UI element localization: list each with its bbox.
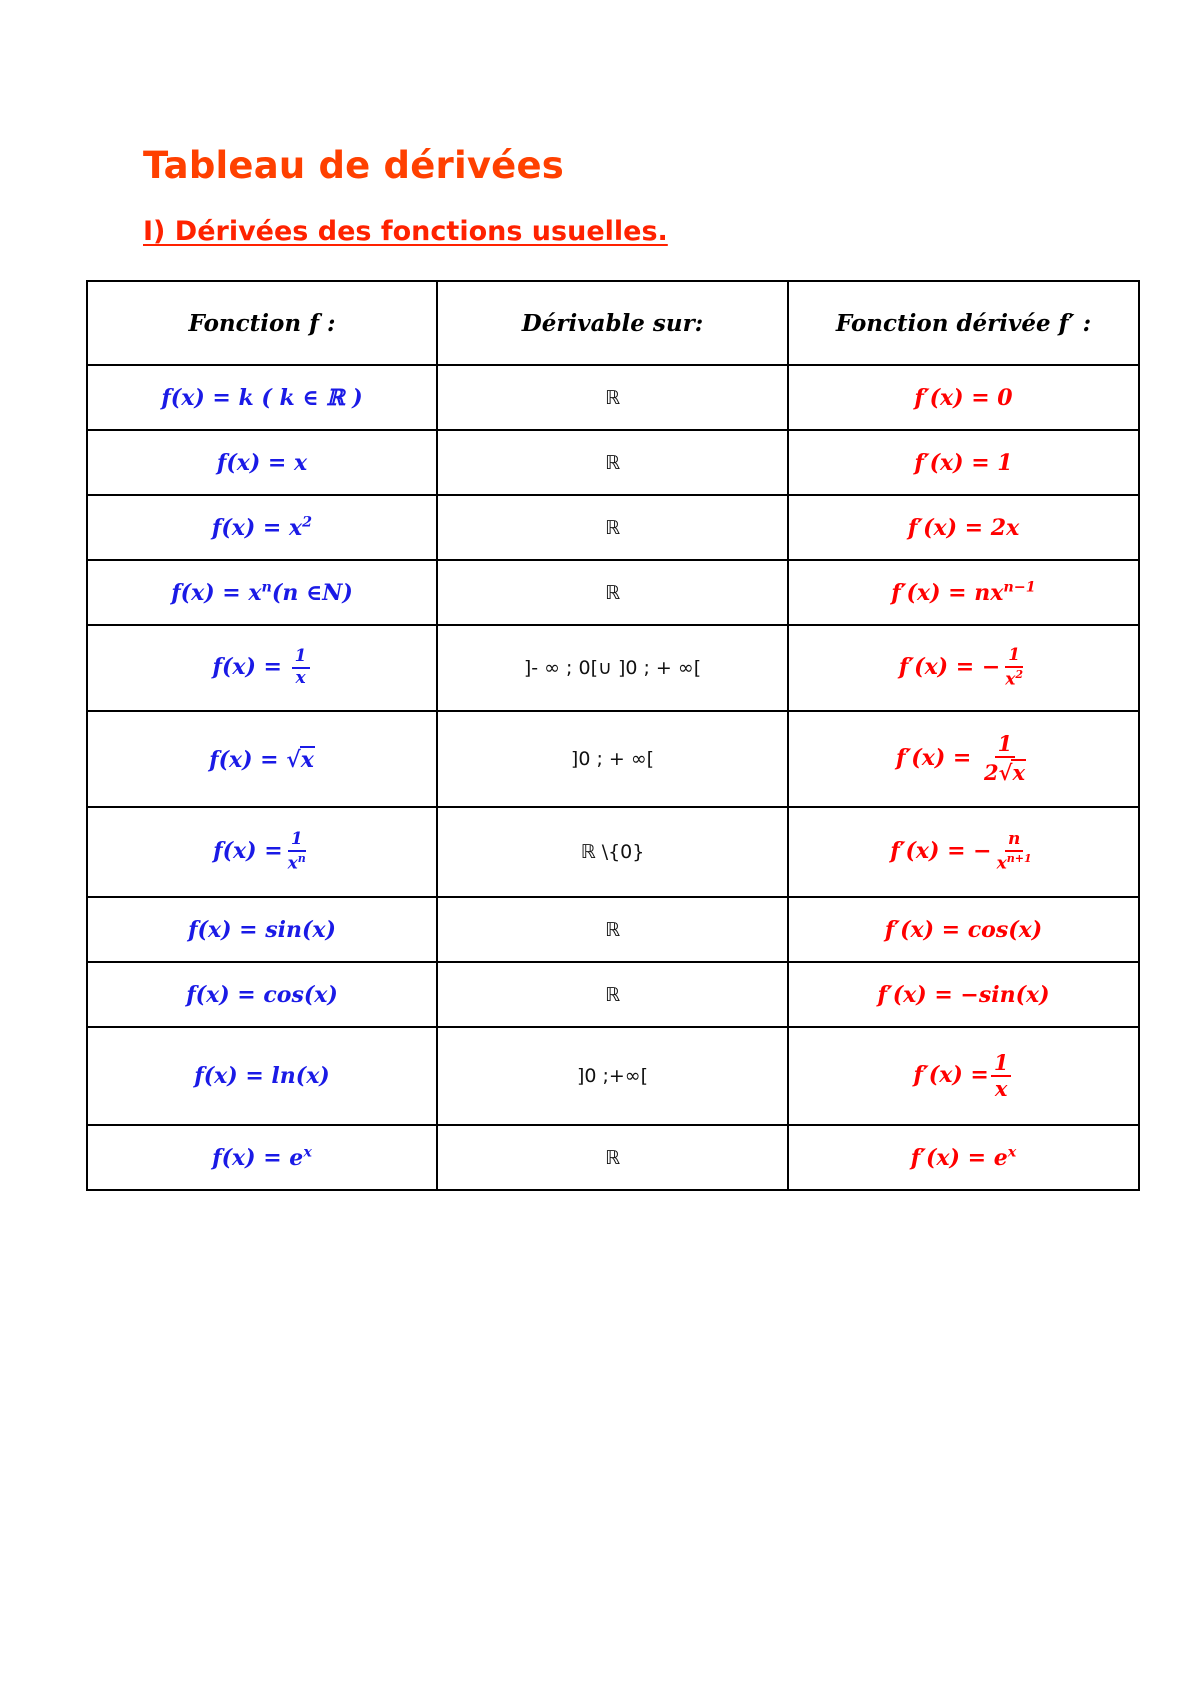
derivative-formula: $f'(x) = e^x$ xyxy=(910,1144,1017,1171)
cell-function xyxy=(87,1125,437,1190)
derivative-formula: f′(x) = 2x xyxy=(907,514,1020,541)
sqrt-icon: √ xyxy=(998,760,1013,786)
cell-derivative xyxy=(788,365,1139,430)
domain-text: ℝ xyxy=(604,1146,621,1169)
cell-derivative xyxy=(788,1125,1139,1190)
domain-text: ℝ xyxy=(604,983,621,1006)
table-row xyxy=(87,962,1139,1027)
function-formula: f(x) = cos(x) xyxy=(186,981,338,1008)
fraction-numerator: n xyxy=(1005,831,1023,852)
derivative-formula: $f'(x) = nx^{n-1}$ xyxy=(891,579,1036,606)
function-formula: f(x) = sin(x) xyxy=(188,916,336,943)
cell-function xyxy=(87,430,437,495)
domain-text: ]0 ; + ∞[ xyxy=(570,748,655,770)
cell-derivative xyxy=(788,807,1139,897)
domain-text: ℝ xyxy=(604,386,621,409)
cell-derivative xyxy=(788,962,1139,1027)
fraction-numerator: 1 xyxy=(292,648,310,669)
table-row xyxy=(87,807,1139,897)
cell-derivative xyxy=(788,1027,1139,1125)
cell-function xyxy=(87,711,437,807)
cell-derivative xyxy=(788,560,1139,625)
domain-text: ]- ∞ ; 0[∪ ]0 ; + ∞[ xyxy=(523,657,702,679)
function-formula: f(x) = x xyxy=(216,449,308,476)
fraction xyxy=(991,1049,1012,1101)
derivative-formula: f′(x) = 0 xyxy=(914,384,1013,411)
derivative-formula: f′(x) = −sin(x) xyxy=(877,981,1050,1008)
table-header-row xyxy=(87,281,1139,365)
fraction-denominator: $x^{n+1}$ xyxy=(996,851,1032,874)
function-formula: $f(x) = x^n(n$ ∈N) xyxy=(171,579,353,606)
derivative-exponent: x xyxy=(1007,1144,1017,1161)
domain-text: ℝ xyxy=(604,451,621,474)
cell-domain xyxy=(437,1125,788,1190)
function-formula: $f(x) = e^x$ xyxy=(212,1144,312,1171)
table-row xyxy=(87,1027,1139,1125)
sqrt-icon: √ xyxy=(286,746,301,773)
cell-function xyxy=(87,560,437,625)
cell-function xyxy=(87,1027,437,1125)
section-heading: I) Dérivées des fonctions usuelles. xyxy=(143,216,668,247)
domain-text: ℝ xyxy=(604,516,621,539)
function-formula: f(x) = $\frac{1}{x}$ xyxy=(212,654,311,680)
fraction xyxy=(994,828,1035,874)
domain-text: ]0 ;+∞[ xyxy=(576,1065,649,1087)
derivative-formula: f′(x) = − $\frac{1}{x^2}$ xyxy=(899,654,1028,680)
derivative-formula: f′(x) = cos(x) xyxy=(884,916,1043,943)
fraction xyxy=(285,828,309,874)
function-exponent: x xyxy=(303,1144,312,1161)
cell-function xyxy=(87,897,437,962)
function-formula: f(x) = ln(x) xyxy=(194,1063,330,1089)
fraction-denominator: $x^n$ xyxy=(287,851,306,874)
domain-text: ℝ xyxy=(604,918,621,941)
function-exponent: n xyxy=(261,579,272,596)
derivative-formula: f′(x) = $\frac{1}{2√x}$ xyxy=(896,745,1031,771)
cell-domain xyxy=(437,897,788,962)
table-row xyxy=(87,1125,1139,1190)
fraction-denominator: x xyxy=(295,668,306,688)
radicand: x xyxy=(300,746,314,773)
cell-domain xyxy=(437,962,788,1027)
fraction-denominator: 2√x xyxy=(984,760,1025,786)
header-function: Fonction f : xyxy=(87,281,437,365)
derivative-exponent: n−1 xyxy=(1003,579,1036,596)
table-row xyxy=(87,430,1139,495)
domain-text: ℝ \{0} xyxy=(580,841,645,863)
fraction xyxy=(1002,644,1026,690)
cell-domain xyxy=(437,560,788,625)
table-row xyxy=(87,495,1139,560)
cell-function xyxy=(87,962,437,1027)
table-row xyxy=(87,711,1139,807)
cell-derivative xyxy=(788,625,1139,711)
table-row xyxy=(87,365,1139,430)
cell-domain xyxy=(437,807,788,897)
function-formula: $f(x) = x^2$ xyxy=(211,514,313,541)
fraction-denominator: x xyxy=(994,1076,1008,1101)
fraction-numerator: 1 xyxy=(991,1052,1012,1077)
cell-domain xyxy=(437,711,788,807)
function-formula: f(x) = √x xyxy=(209,746,314,773)
cell-derivative xyxy=(788,495,1139,560)
cell-domain xyxy=(437,365,788,430)
derivative-formula: f′(x) = $\frac{1}{x}$ xyxy=(914,1062,1014,1088)
derivative-formula: f′(x) = − $\frac{n}{x^{n+1}}$ xyxy=(890,838,1037,864)
cell-domain xyxy=(437,1027,788,1125)
table-row xyxy=(87,560,1139,625)
cell-domain xyxy=(437,625,788,711)
fraction xyxy=(981,733,1029,784)
derivative-formula: f′(x) = 1 xyxy=(914,449,1013,476)
cell-derivative xyxy=(788,711,1139,807)
cell-derivative xyxy=(788,897,1139,962)
header-derivative: Fonction dérivée f′ : xyxy=(788,281,1139,365)
cell-domain xyxy=(437,495,788,560)
fraction xyxy=(292,648,310,688)
table-row xyxy=(87,897,1139,962)
page-title: Tableau de dérivées xyxy=(143,144,564,187)
header-domain: Dérivable sur: xyxy=(437,281,788,365)
function-formula: f(x) = k ( k ∈ ℝ ) xyxy=(161,384,363,411)
fraction-numerator: 1 xyxy=(995,733,1016,758)
cell-domain xyxy=(437,430,788,495)
function-exponent: 2 xyxy=(302,514,313,531)
fraction-numerator: 1 xyxy=(1005,647,1023,668)
domain-text: ℝ xyxy=(604,581,621,604)
fraction-denominator: $x^2$ xyxy=(1005,667,1024,690)
cell-derivative xyxy=(788,430,1139,495)
cell-function xyxy=(87,625,437,711)
fraction-numerator: 1 xyxy=(288,831,306,852)
cell-function xyxy=(87,495,437,560)
function-formula: f(x) = $\frac{1}{x^n}$ xyxy=(213,838,311,864)
cell-function xyxy=(87,807,437,897)
derivatives-table xyxy=(86,280,1140,1191)
table-row xyxy=(87,625,1139,711)
cell-function xyxy=(87,365,437,430)
